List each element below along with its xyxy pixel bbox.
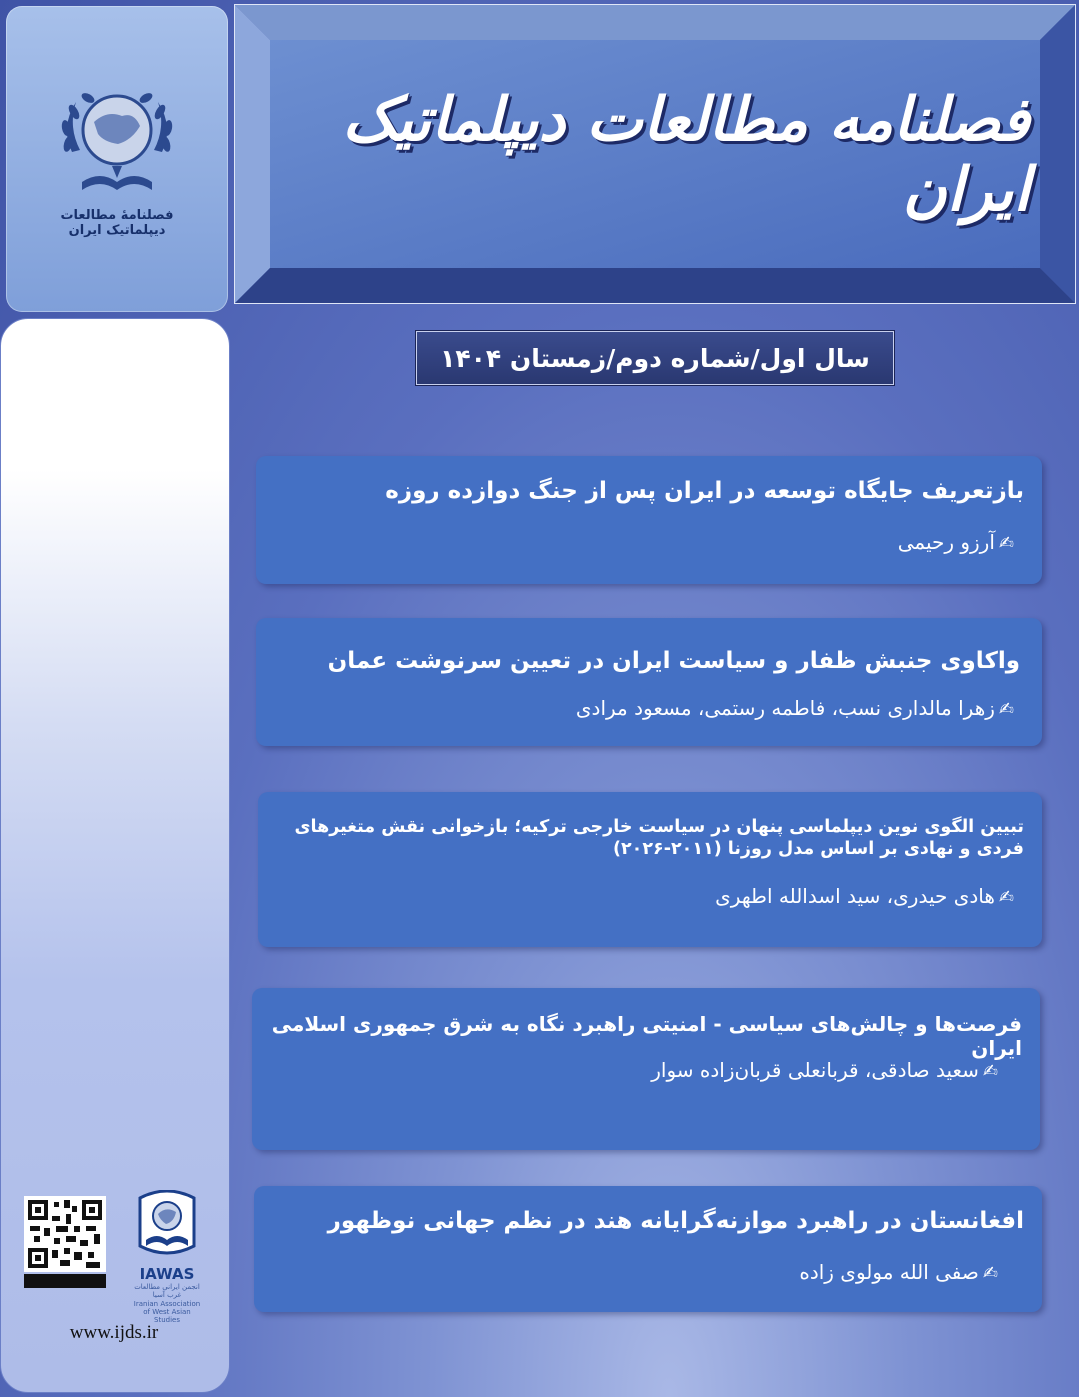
author-names: زهرا مالداری نسب، فاطمه رستمی، مسعود مرادی [575, 696, 995, 720]
author-names: صفی الله مولوی زاده [799, 1260, 979, 1284]
logo-title-line2: دیپلماتیک ایران [68, 223, 166, 238]
qr-code-icon[interactable] [24, 1196, 106, 1288]
article-card[interactable] [254, 1186, 1042, 1312]
article-authors [799, 1260, 998, 1284]
website-url[interactable]: www.ijds.ir [69, 1322, 159, 1343]
article-title[interactable]: فرصت‌ها و چالش‌های سیاسی - امنیتی راهبرد نگاه به شرق جمهوری اسلامی ایران [271, 1012, 1022, 1060]
article-title[interactable]: افغانستان در راهبرد موازنه‌گرایانه هند در نظم جهانی نوظهور [327, 1208, 1024, 1234]
article-card[interactable] [258, 792, 1042, 947]
iawas-logo-icon [132, 1190, 202, 1266]
article-title[interactable]: واکاوی جنبش ظفار و سیاست ایران در تعیین سرنوشت عمان [327, 648, 1020, 674]
iawas-name-en: Iranian Association of West Asian Studies [133, 1300, 201, 1324]
article-card[interactable] [252, 988, 1040, 1150]
article-card[interactable] [256, 618, 1042, 746]
pen-icon: ✍ [982, 1061, 998, 1082]
pen-icon: ✍ [998, 699, 1014, 720]
article-title[interactable]: تبیین الگوی نوین دیپلماسی پنهان در سیاست خارجی ترکیه؛ بازخوانی نقش متغیرهای فردی و نهادی بر اساس مدل روزنا (۲۰۱۱-۲۰۲۶) [294, 817, 1024, 859]
logo-title-line1: فصلنامۀ مطالعات [60, 208, 174, 223]
journal-title: فصلنامه مطالعات دیپلماتیک ایران [342, 85, 1030, 225]
iawas-name-fa: انجمن ایرانی مطالعات غرب آسیا [134, 1283, 200, 1299]
article-authors [898, 530, 1014, 554]
article-card[interactable] [256, 456, 1042, 584]
article-authors [576, 696, 1014, 720]
iawas-acronym: IAWAS [139, 1265, 195, 1283]
author-names: هادی حیدری، سید اسدالله اطهری [715, 884, 995, 908]
article-authors [715, 884, 1014, 908]
article-title[interactable]: بازتعریف جایگاه توسعه در ایران پس از جنگ دوازده روزه [385, 478, 1024, 504]
pen-icon: ✍ [998, 533, 1014, 554]
author-names: سعید صادقی، قربانعلی قربان‌زاده سوار [651, 1058, 979, 1082]
article-authors [651, 1058, 998, 1082]
author-names: آرزو رحیمی [897, 530, 995, 554]
pen-icon: ✍ [998, 887, 1014, 908]
pen-icon: ✍ [982, 1263, 998, 1284]
globe-emblem-icon [52, 82, 182, 210]
issue-label: سال اول/شماره دوم/زمستان ۱۴۰۴ [416, 331, 894, 385]
